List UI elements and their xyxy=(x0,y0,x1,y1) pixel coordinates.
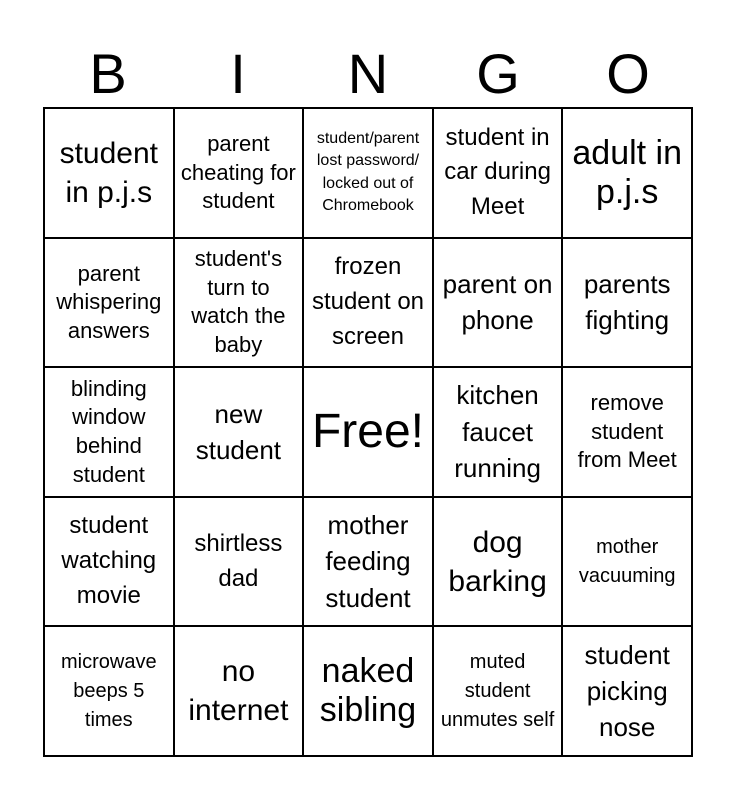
cell-text: student picking nose xyxy=(584,639,670,743)
cell-text: adult in p.j.s xyxy=(572,133,683,211)
bingo-cell-r4-c1[interactable] xyxy=(44,497,174,627)
cell-text: frozen student on screen xyxy=(311,253,425,350)
bingo-cell-r3-c5[interactable] xyxy=(562,367,692,497)
bingo-cell-r2-c5[interactable] xyxy=(562,238,692,368)
bingo-cell-r1-c1[interactable] xyxy=(44,108,174,238)
cell-text: shirtless dad xyxy=(194,529,283,592)
bingo-cell-r5-c4[interactable] xyxy=(433,626,563,756)
bingo-cell-r5-c2[interactable] xyxy=(174,626,304,756)
bingo-cell-r2-c2[interactable] xyxy=(174,238,304,368)
header-letter-g: G xyxy=(476,42,520,105)
bingo-cell-r1-c3[interactable] xyxy=(303,108,433,238)
bingo-cell-r2-c4[interactable] xyxy=(433,238,563,368)
cell-text: kitchen faucet running xyxy=(454,380,541,484)
cell-text: student/parent lost password/ locked out of Chromebook xyxy=(316,130,420,215)
cell-text: new student xyxy=(195,398,282,465)
bingo-cell-r5-c1[interactable] xyxy=(44,626,174,756)
bingo-cell-r5-c5[interactable] xyxy=(562,626,692,756)
cell-text: no internet xyxy=(188,655,289,728)
bingo-cell-r3-c4[interactable] xyxy=(433,367,563,497)
cell-text: student in p.j.s xyxy=(59,136,158,209)
bingo-cell-r3-c2[interactable] xyxy=(174,367,304,497)
bingo-cell-r4-c5[interactable] xyxy=(562,497,692,627)
cell-text: parent on phone xyxy=(442,269,553,336)
cell-text: parent whispering answers xyxy=(56,260,162,343)
cell-text: blinding window behind student xyxy=(70,375,147,487)
bingo-cell-r2-c3[interactable] xyxy=(303,238,433,368)
header-letter-o: O xyxy=(606,42,650,105)
bingo-cell-r4-c3[interactable] xyxy=(303,497,433,627)
header-letter-n: N xyxy=(347,42,389,105)
bingo-cell-r1-c4[interactable] xyxy=(433,108,563,238)
cell-text: dog barking xyxy=(448,525,547,598)
cell-text: student in car during Meet xyxy=(444,123,551,221)
cell-text: muted student unmutes self xyxy=(440,650,555,731)
bingo-cell-r2-c1[interactable] xyxy=(44,238,174,368)
cell-text: student's turn to watch the baby xyxy=(191,246,286,357)
bingo-cell-r1-c5[interactable] xyxy=(562,108,692,238)
bingo-cell-r1-c2[interactable] xyxy=(174,108,304,238)
bingo-cell-r3-c3-free[interactable] xyxy=(303,367,433,497)
bingo-cell-r3-c1[interactable] xyxy=(44,367,174,497)
header-letter-b: B xyxy=(89,42,127,105)
cell-text: mother vacuuming xyxy=(578,535,676,587)
bingo-board xyxy=(43,107,693,757)
cell-text: parents fighting xyxy=(583,269,671,336)
cell-text: naked sibling xyxy=(319,652,417,730)
header-letter-i: I xyxy=(230,42,246,105)
cell-text: Free! xyxy=(311,404,424,458)
bingo-cell-r4-c2[interactable] xyxy=(174,497,304,627)
cell-text: student watching movie xyxy=(61,512,157,609)
cell-text: parent cheating for student xyxy=(180,130,296,214)
cell-text: microwave beeps 5 times xyxy=(61,650,157,731)
bingo-header xyxy=(43,40,693,108)
bingo-cell-r4-c4[interactable] xyxy=(433,497,563,627)
cell-text: remove student from Meet xyxy=(577,390,677,473)
bingo-cell-r5-c3[interactable] xyxy=(303,626,433,756)
cell-text: mother feeding student xyxy=(325,510,411,613)
